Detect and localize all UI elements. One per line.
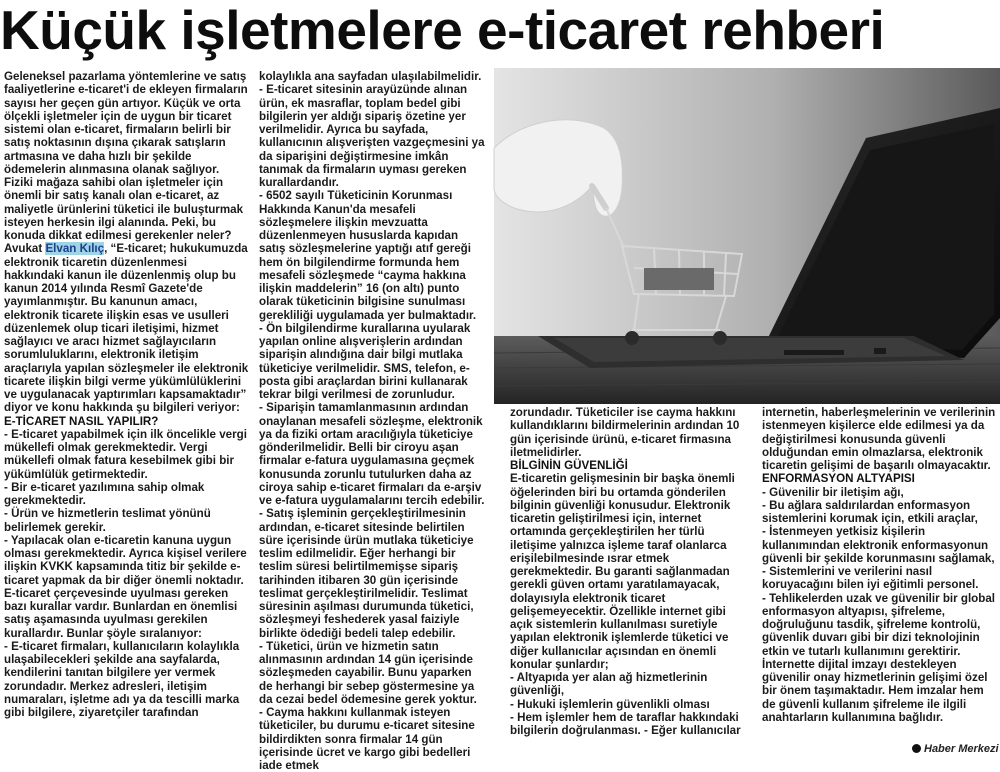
bullet-dot-icon bbox=[912, 744, 921, 753]
article-column-2 bbox=[259, 70, 485, 772]
section-heading-infrastructure: ENFORMASYON ALTYAPISI bbox=[762, 472, 915, 486]
list-item: - Bir e-ticaret yazılımına sahip olmak gerekmektedir. bbox=[4, 480, 205, 507]
section-heading-how: E-TİCARET NASIL YAPILIR? bbox=[4, 414, 159, 428]
author-name: Elvan Kılıç bbox=[45, 242, 105, 256]
paragraph: - E-ticaret sitesinin arayüzünde alınan ürün, ek masraflar, toplam bedel gibi bilgilerin yer aldığı sipariş özetine yer verilmelidir. Ayrıca bu sayfada, kullanıcının alışverişten vazgeçmesini ya da siparişini değiştirmesine imkân tanımak da firmaların uyması gereken kurallardandır. bbox=[259, 83, 485, 189]
list-item: - Ürün ve hizmetlerin teslimat yönünü belirlemek gerekir. bbox=[4, 507, 211, 534]
section-heading-security: BİLGİNİN GÜVENLİĞİ bbox=[510, 459, 628, 472]
article-column-1 bbox=[4, 70, 250, 758]
headline: Küçük işletmelere e-ticaret rehberi bbox=[0, 0, 885, 61]
author-paragraph bbox=[4, 242, 250, 414]
paragraph: - 6502 sayılı Tüketicinin Korunması Hakkında Kanun'da mesafeli sözleşmelere ilişkin mevzuatta düzenlenmeyen hususlarda kapıdan satış sözleşmelerine yaptığı atıf gereği hem ön bilgilendirme formunda hem mesafeli sözleşmede “cayma hakkına ilişkin maddelerin” 16 (on altı) punto olarak tüketicinin bilgisine sunulması gerekliliği uygulamada yer bulmaktadır. bbox=[259, 189, 477, 322]
list-item: - Bu ağlara saldırılardan enformasyon sistemlerini korumak için, etkili araçlar, bbox=[762, 498, 978, 525]
list-item: - Hem işlemler hem de taraflar hakkındaki bilgilerin doğrulanması. - Eğer kullanıcılar bbox=[510, 710, 741, 737]
paragraph: - Cayma hakkını kullanmak isteyen tüketiciler, bu durumu e-ticaret sitesine bildirdikten sonra firmalar 14 gün içerisinde ücret ve kargo gibi bedelleri iade etmek bbox=[259, 706, 475, 772]
paragraph: - Ön bilgilendirme kurallarına uyularak yapılan online alışverişlerin ardından siparişin alındığına dair bilgi mutlaka tüketiciye verilmelidir. SMS, telefon, e-posta gibi araçlardan birini kullanarak tekrar bilgi verilmesi de zorunludur. bbox=[259, 321, 471, 401]
news-credit bbox=[912, 741, 998, 757]
article-photo bbox=[494, 68, 1000, 404]
paragraph: - Tüketici, ürün ve hizmetin satın alınmasının ardından 14 gün içerisinde sözleşmeden cayabilir. Bunu yaparken de herhangi bir sebep göstermesine ya da cezai bedel ödemesine gerek yoktur. bbox=[259, 639, 477, 706]
article-column-3 bbox=[510, 406, 745, 756]
shopping-cart-laptop-image bbox=[494, 68, 1000, 404]
paragraph: internetin, haberleşmelerinin ve verilerinin istenmeyen kişilerce elde edilmesi ya da değiştirilmesi konusunda güvenli olduğundan emin olmazlarsa, elektronik ticaretin gelişimi de başarılı olmayacaktır. bbox=[762, 406, 996, 472]
intro-paragraph: Geleneksel pazarlama yöntemlerine ve satış faaliyetlerine e-ticaret'i de ekleyen firmaların sayısı her geçen gün artıyor. Küçük ve orta ölçekli işletmeler için de uygun bir ticaret sistemi olan e-ticaret, firmaların belirli bir satış noktasının dışına çıkarak satışların artmasına ve daha hızlı bir şekilde ödemelerin alınmasına olanak sağlıyor. Fiziki mağaza sahibi olan işletmeler için önemli bir satış kanalı olan e-ticaret, az maliyetle ürünlerini tüketici ile buluşturmak isteyen herkesin ilgi alanında. Peki, bu konuda dikkat edilmesi gerekenler neler? bbox=[4, 70, 248, 242]
author-quote: , “E-ticaret; hukukumuzda elektronik ticaretin düzenlenmesi hakkındaki kanun ile düzenlenmiş olup bu kanun 2014 yılında Resmî Gazete'de yayımlanmıştır. Bu kanunun amacı, elektronik ticarete ilişkin esas ve usulleri düzenlemek olup ticari iletişimi, hizmet sağlayıcı ve aracı hizmet sağlayıcıların sorumluluklarını, elektronik iletişim araçlarıyla yapılan sözleşmeler ile elektronik ticarete ilişkin bilgi verme yükümlülüklerini ve uygulanacak yaptırımları kapsamaktadır” diyor ve konu hakkında şu bilgileri veriyor: bbox=[4, 242, 249, 415]
list-item: - İstenmeyen yetkisiz kişilerin kullanımından elektronik enformasyonun güvenli bir şekilde korunmasını sağlamak, bbox=[762, 525, 995, 565]
list-item: - Hukuki işlemlerin güvenlikli olması bbox=[510, 697, 710, 711]
paragraph: zorundadır. Tüketiciler ise cayma hakkını kullandıklarını bildirmelerinin ardından 10 gün içerisinde ürünü, e-ticaret firmasına iletmelidirler. bbox=[510, 406, 740, 459]
list-item: - Altyapıda yer alan ağ hizmetlerinin güvenliği, bbox=[510, 671, 708, 698]
list-item: - Yapılacak olan e-ticaretin kanuna uygun olması gerekmektedir. Ayrıca kişisel verilere ilişkin KVKK kapsamında titiz bir şekilde e-ticaret yapmak da bir diğer önemli noktadır. E-ticaret çerçevesinde uyulması gereken bazı kurallar vardır. Bunlardan en önemlisi satış aşamasında uyulması gerekilen kurallardır. Bunlar şöyle sıralanıyor: bbox=[4, 533, 247, 640]
list-item: - Sistemlerini ve verilerini nasıl koruyacağını bilen iyi eğitimli personel. bbox=[762, 565, 979, 592]
paragraph: - Siparişin tamamlanmasının ardından onaylanan mesafeli sözleşme, elektronik ya da fiziki ortam aracılığıyla tüketiciye gönderilmelidir. Belli bir ciroyu aşan firmalar e-fatura uygulamasına geçmek konusunda zorunlu tutulurken daha az ciroya sahip e-ticaret firmaları da e-arşiv ve e-fatura uygulamalarını tercih edebilir. bbox=[259, 401, 485, 507]
article-column-4 bbox=[762, 406, 998, 756]
paragraph: kolaylıkla ana sayfadan ulaşılabilmelidir. bbox=[259, 70, 482, 83]
paragraph: - Satış işleminin gerçekleştirilmesinin ardından, e-ticaret sitesinde belirtilen süre içerisinde ürün mutlaka tüketiciye teslim edilmelidir. Eğer herhangi bir teslim süresi belirtilmemişse sipariş tarihinden itibaren 30 gün içerisinde teslimat gerçekleştirilmelidir. Teslimat süresinin aşılması durumunda tüketici, sözleşmeyi feshederek yasal faiziyle birlikte ödediği bedeli talep edebilir. bbox=[259, 507, 474, 640]
list-item: - E-ticaret firmaları, kullanıcıların kolaylıkla ulaşabilecekleri şekilde ana sayfalarda, kendilerini tanıtan bilgilere yer vermek zorundadır. Merkez adresleri, iletişim numaraları, işletme adı ya da tescilli marka gibi bilgilere, ziyaretçiler tarafından bbox=[4, 639, 240, 719]
list-item: - Tehlikelerden uzak ve güvenilir bir global enformasyon altyapısı, şifreleme, doğruluğunu tasdik, şifreleme kontrolü, güvenlik duvarı gibi bir dizi teknolojinin etkin ve tutarlı kullanımını gerektirir. İnternette dijital imzayı destekleyen güvenilir onay hizmetlerinin gelişimi özel bir önem taşımaktadır. Hem imzalar hem de güvenli kullanım şifreleme ile ilgili anahtarların kullanımına bağlıdır. bbox=[762, 591, 996, 724]
author-prefix: Avukat bbox=[4, 242, 46, 256]
paragraph: E-ticaretin gelişmesinin bir başka önemli öğelerinden biri bu ortamda gönderilen bilginin güvenliği konusudur. Elektronik ticaretin geliştirilmesi için, internet ortamında gerçekleştirilen her türlü iletişime yalnızca işleme taraf olanlarca erişilebilmesinde ısrar etmek gerekmektedir. Bu garanti sağlanmadan gerekli güven ortamı yaratılamayacak, dolayısıyla elektronik ticaret gelişemeyecektir. Özellikle internet gibi açık sistemlerin kullanılması suretiyle yapılan elektronik işlemlerde tüketici ve diğer kullanıcılar açısından en önemli konular şunlardır; bbox=[510, 472, 735, 671]
list-item: - E-ticaret yapabilmek için ilk öncelikle vergi mükellefi olmak gerekmektedir. Vergi mükellefi olmak fatura kesebilmek gibi bir yükümlülük getirmektedir. bbox=[4, 427, 247, 481]
credit-label: Haber Merkezi bbox=[924, 743, 999, 755]
list-item: - Güvenilir bir iletişim ağı, bbox=[762, 485, 904, 499]
